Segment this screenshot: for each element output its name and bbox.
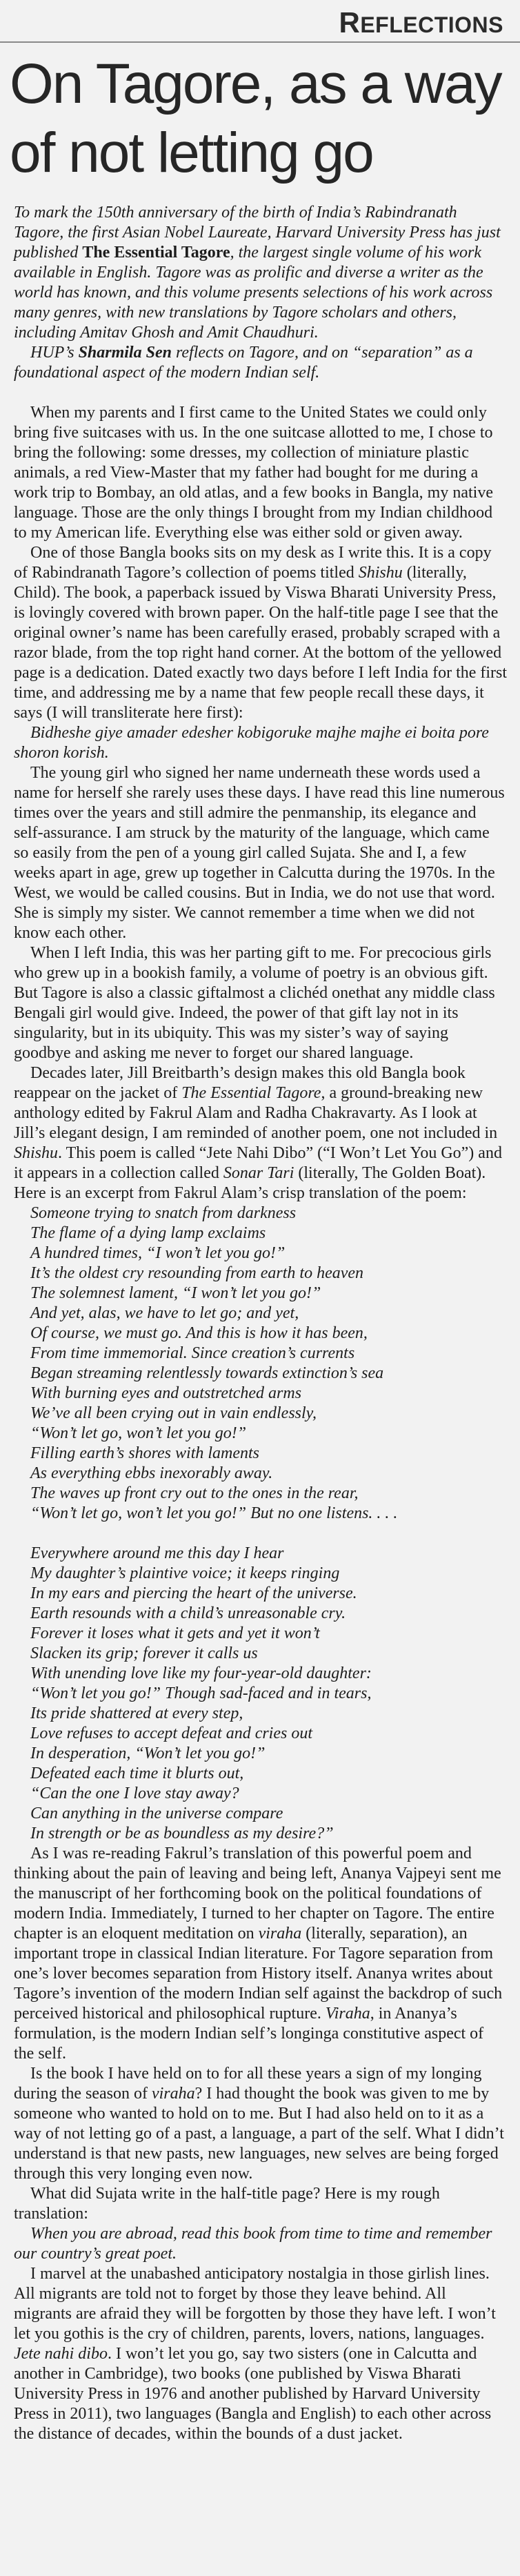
header-rule (0, 41, 520, 43)
text-run: One of those Bangla books sits on my desk as I write this. It is a copy of Rabindranath Tagore’s collection of poems titled (14, 544, 492, 582)
poem-excerpt (14, 1203, 508, 1844)
text-run: When my parents and I first came to the United States we could only bring five suitcases with us. In the one suitcase allotted to me, I chose to bring the following: some dresses, my collection of miniature plastic animals, a red View-Master that my father had bought for me during a work trip to Bombay, an old atlas, and a few books in Bangla, my native language. Those are the only things I brought from my Indian childhood to my American life. Everything else was either sold or given away. (14, 404, 493, 542)
poem-line: “Won’t let go, won’t let you go!” (30, 1424, 247, 1442)
poem-line: With burning eyes and outstretched arms (30, 1384, 302, 1402)
text-run: To mark the 150th anniversary of the birth of India’s Rabindranath Tagore, the first Asian Nobel Laureate, Harvard University Press has just published (14, 204, 501, 262)
poem-line: As everything ebbs inexorably away. (30, 1464, 273, 1482)
text-run: (literally, separation), an important trope in classical Indian literature. For Tagore separation from one’s lover becomes separation from History itself. Ananya writes about Tagore’s invention of the modern Indian self against the backdrop of such perceived historical and philosophical rupture. (14, 1925, 503, 2023)
text-run: reflects on Tagore, and on “separation” as a foundational aspect of the modern Indian self. (14, 344, 473, 382)
poem-line: Someone trying to snatch from darkness (30, 1204, 297, 1222)
poem-line: The flame of a dying lamp exclaims (30, 1224, 266, 1242)
body-paragraph (14, 1063, 508, 1203)
italic-phrase: The Essential Tagore (181, 1084, 321, 1102)
poem-line: From time immemorial. Since creation’s currents (30, 1344, 355, 1362)
poem-line: We’ve all been crying out in vain endlessly, (30, 1404, 317, 1422)
text-run: I marvel at the unabashed anticipatory nostalgia in those girlish lines. All migrants are told not to forget by those they leave behind. All migrants are afraid they will be forgotten by those they have left. I won’t let you gothis is the cry of children, parents, lovers, nations, languages. (14, 2265, 496, 2343)
poem-line: Began streaming relentlessly towards extinction’s sea (30, 1364, 384, 1382)
body-paragraph (14, 763, 508, 943)
italic-phrase: Jete nahi dibo (14, 2345, 108, 2363)
text-run: When you are abroad, read this book from time to time and remember our country’s great poet. (14, 2225, 492, 2263)
italic-phrase: Shishu (14, 1144, 59, 1162)
italic-phrase: viraha (151, 2085, 195, 2103)
poem-line: Forever it loses what it gets and yet it won’t (30, 1624, 320, 1642)
text-run: What did Sujata write in the half-title page? Here is my rough translation: (14, 2185, 440, 2223)
text-run: HUP’s (30, 344, 79, 362)
text-run: , in Ananya’s formulation, is the modern Indian self’s longinga constitutive aspect of the self. (14, 2005, 484, 2063)
intro-paragraph (14, 343, 508, 383)
poem-stanza (30, 1203, 508, 1524)
text-run: When I left India, this was her parting gift to me. For precocious girls who grew up in a bookish family, a volume of poetry is an obvious gift. But Tagore is also a classic giftalmost a clichéd onethat any middle class Bengali girl would give. Indeed, the power of that gift lay not in its singularity, but in its ubiquity. This was my sister’s way of saying goodbye and asking me never to forget our shared language. (14, 944, 495, 1062)
poem-line: And yet, alas, we have to let go; and yet, (30, 1304, 299, 1322)
body-paragraph (14, 2264, 508, 2444)
poem-line: Of course, we must go. And this is how it has been, (30, 1324, 368, 1342)
poem-stanza (30, 1544, 508, 1844)
poem-line: A hundred times, “I won’t let you go!” (30, 1244, 286, 1262)
text-run: (literally, The Golden Boat). Here is an excerpt from Fakrul Alam’s crisp translation of the poem: (14, 1164, 486, 1202)
text-run: Is the book I have held on to for all these years a sign of my longing during the season of (14, 2065, 482, 2103)
poem-line: “Won’t let you go!” Though sad-faced and in tears, (30, 1684, 372, 1702)
poem-line: In strength or be as boundless as my desire?” (30, 1825, 334, 1842)
poem-line: In my ears and piercing the heart of the universe. (30, 1584, 357, 1602)
body-paragraph (14, 2184, 508, 2224)
bold-phrase: The Essential Tagore (82, 244, 230, 262)
poem-line: Can anything in the universe compare (30, 1805, 283, 1822)
text-run: . This poem is called “Jete Nahi Dibo” (“I Won’t Let You Go”) and it appears in a collection called (14, 1144, 502, 1182)
poem-line: Its pride shattered at every step, (30, 1704, 243, 1722)
text-run: Bidheshe giye amader edesher kobigoruke majhe majhe ei boita pore shoron korish. (14, 724, 489, 762)
text-run: , a ground-breaking new anthology edited by Fakrul Alam and Radha Chakravarty. As I look at Jill’s elegant design, I am reminded of another poem, one not included in (14, 1084, 498, 1142)
italic-quote-paragraph (14, 2224, 508, 2264)
section-label: REFLECTIONS (339, 6, 503, 39)
italic-quote-paragraph (14, 723, 508, 763)
text-run: (literally, Child). The book, a paperback issued by Viswa Bharati University Press, is lovingly covered with brown paper. On the half-title page I see that the original owner’s name has been carefully erased, probably scraped with a razor blade, from the top right hand corner. At the bottom of the yellowed page is a dedication. Dated exactly two days before I left India for the first time, and addressing me by a name that few people recall these days, it says (I will transliterate here first): (14, 564, 508, 722)
body-paragraph (14, 403, 508, 543)
poem-line: The solemnest lament, “I won’t let you go!” (30, 1284, 321, 1302)
poem-line: In desperation, “Won’t let you go!” (30, 1744, 266, 1762)
poem-line: My daughter’s plaintive voice; it keeps ringing (30, 1564, 340, 1582)
body-paragraph (14, 2064, 508, 2184)
poem-line: The waves up front cry out to the ones in the rear, (30, 1484, 359, 1502)
headline (10, 50, 508, 188)
poem-line: Earth resounds with a child’s unreasonable cry. (30, 1604, 346, 1622)
poem-line: Everywhere around me this day I hear (30, 1544, 284, 1562)
intro-paragraph (14, 203, 508, 343)
poem-line: “Can the one I love stay away? (30, 1784, 239, 1802)
poem-line: With unending love like my four-year-old daughter: (30, 1664, 372, 1682)
poem-line: Love refuses to accept defeat and cries out (30, 1724, 313, 1742)
headline-line-1: On Tagore, as a way (10, 52, 501, 115)
text-run: ? I had thought the book was given to me by someone who wanted to hold on to me. But I had also held on to it as a way of not letting go of a past, a language, a part of the self. What I didn’t understand is that new pasts, new languages, new selves are being forged through this very longing even now. (14, 2085, 504, 2183)
italic-phrase: Viraha (325, 2005, 370, 2023)
headline-line-2: of not letting go (10, 121, 373, 184)
text-run: As I was re-reading Fakrul’s translation of this powerful poem and thinking about the pain of leaving and being left, Ananya Vajpeyi sent me the manuscript of her forthcoming book on the political foundations of modern India. Immediately, I turned to her chapter on Tagore. The entire chapter is an eloquent meditation on (14, 1845, 501, 1943)
body-paragraph (14, 943, 508, 1063)
text-run: Decades later, Jill Breitbarth’s design makes this old Bangla book reappear on the jacket of (14, 1064, 466, 1102)
poem-line: Filling earth’s shores with laments (30, 1444, 260, 1462)
article-body (14, 403, 508, 2444)
poem-line: “Won’t let go, won’t let you go!” But no one listens. . . . (30, 1504, 398, 1522)
text-run: The young girl who signed her name underneath these words used a name for herself she rarely uses these days. I have read this line numerous times over the years and still admire the penmanship, its elegance and self-assurance. I am struck by the maturity of the language, which came so easily from the pen of a young girl called Sujata. She and I, a few weeks apart in age, grew up together in Calcutta during the 1970s. In the West, we would be called cousins. But in India, we do not use that word. She is simply my sister. We cannot remember a time when we did not know each other. (14, 764, 505, 942)
body-paragraph (14, 543, 508, 723)
italic-phrase: Sonar Tari (223, 1164, 294, 1182)
bold-phrase: Sharmila Sen (78, 344, 172, 362)
italic-phrase: viraha (258, 1925, 302, 1943)
poem-line: Slacken its grip; forever it calls us (30, 1644, 258, 1662)
italic-phrase: Shishu (358, 564, 403, 582)
text-run: , the largest single volume of his work available in English. Tagore was as prolific and diverse a writer as the world has known, and this volume presents selections of his work across many genres, with new translations by Tagore scholars and others, including Amitav Ghosh and Amit Chaudhuri. (14, 244, 493, 342)
poem-line: Defeated each time it blurts out, (30, 1764, 244, 1782)
intro-deck (14, 203, 508, 383)
poem-line: It’s the oldest cry resounding from earth to heaven (30, 1264, 364, 1282)
section-header (14, 0, 508, 41)
text-run: . I won’t let you go, say two sisters (one in Calcutta and another in Cambridge), two books (one published by Viswa Bharati University Press in 1976 and another published by Harvard University Press in 2011), two languages (Bangla and English) to each other across the distance of decades, within the bounds of a dust jacket. (14, 2345, 492, 2443)
body-paragraph (14, 1844, 508, 2064)
